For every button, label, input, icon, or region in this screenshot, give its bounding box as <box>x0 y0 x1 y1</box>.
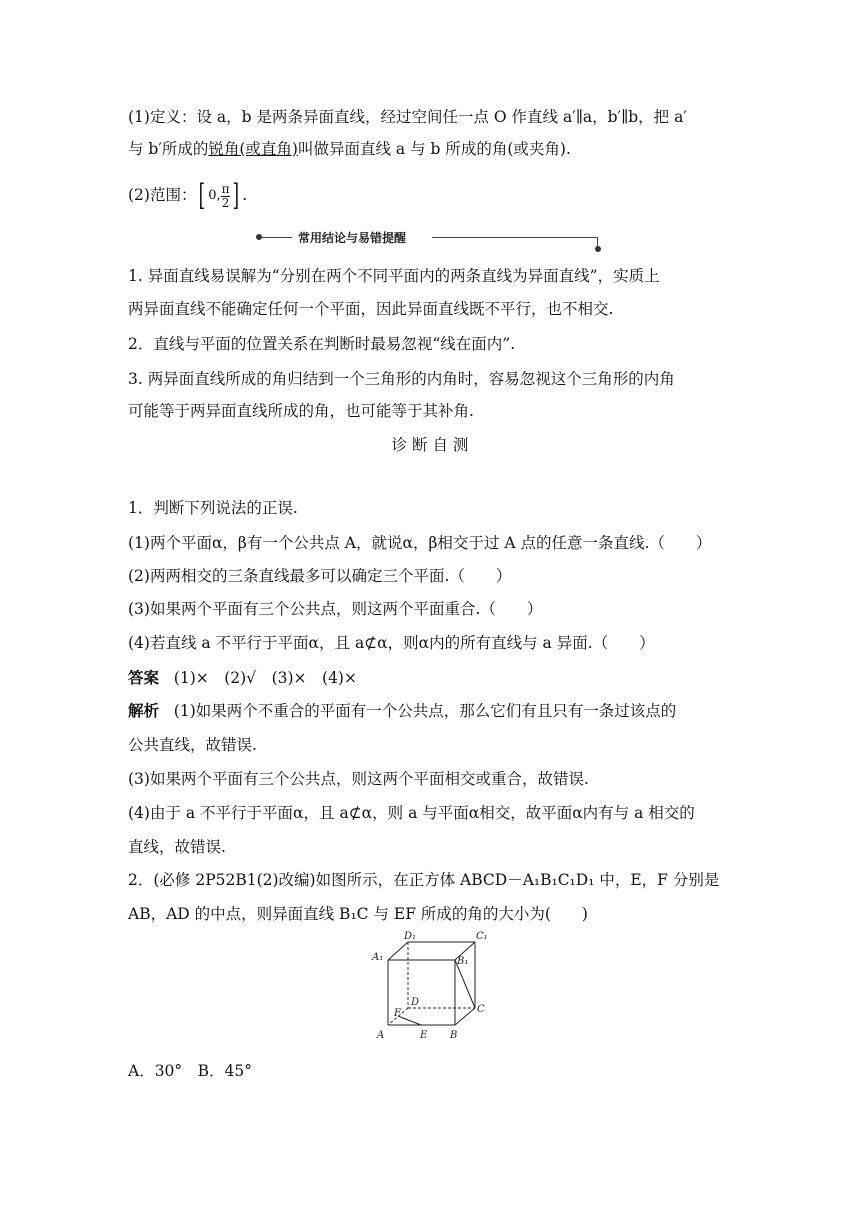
label-c1: C₁ <box>476 931 488 942</box>
q1-answer-line <box>128 667 357 689</box>
range-line <box>128 180 247 211</box>
analysis-text-1: (1)如果两个不重合的平面有一个公共点，那么它们有且只有一条过该点的 <box>173 702 677 720</box>
q1-analysis-line-5: 直线，故错误. <box>128 838 226 856</box>
q2-options: A．30° B．45° <box>128 1062 253 1080</box>
banner-dot-right <box>595 246 601 252</box>
definition-text: 与 b′所成的 <box>128 140 209 158</box>
q1-analysis-line-4: (4)由于 a 不平行于平面α，且 a⊄α，则 a 与平面α相交，故平面α内有与 a 相交的 <box>128 804 695 822</box>
label-d1: D₁ <box>404 931 417 942</box>
q2-line-1: 2．(必修 2P52B1(2)改编)如图所示，在正方体 ABCD－A₁B₁C₁D₁ 中，E，F 分别是 <box>128 871 720 889</box>
q1-item-4: (4)若直线 a 不平行于平面α，且 a⊄α，则α内的所有直线与 a 异面.（ ） <box>128 634 655 652</box>
label-b1: B₁ <box>457 956 469 967</box>
range-fraction-num: π <box>221 181 230 196</box>
q1-stem: 1．判断下列说法的正误. <box>128 499 298 517</box>
range-prefix: (2)范围： <box>128 186 197 204</box>
definition-underlined-term: 锐角(或直角) <box>208 140 298 158</box>
q1-item-3: (3)如果两个平面有三个公共点，则这两个平面重合.（ ） <box>128 600 543 618</box>
label-a: A <box>377 1030 385 1041</box>
q1-analysis-line-3: (3)如果两个平面有三个公共点，则这两个平面相交或重合，故错误. <box>128 770 589 788</box>
q1-analysis-line-2: 公共直线，故错误. <box>128 736 257 754</box>
segment-ef <box>398 1016 421 1025</box>
label-e: E <box>420 1030 428 1041</box>
cube-figure <box>368 930 498 1055</box>
edge-bc <box>455 1008 475 1025</box>
banner-line-left <box>262 237 292 238</box>
label-f: F <box>394 1008 401 1019</box>
section-title: 诊 断 自 测 <box>391 436 469 454</box>
label-d: D <box>411 997 420 1008</box>
segment-b1c <box>455 960 475 1008</box>
range-lower: 0, <box>208 188 221 203</box>
answer-label: 答案 <box>128 668 160 687</box>
q1-item-2: (2)两两相交的三条直线最多可以确定三个平面.（ ） <box>128 567 512 585</box>
range-fraction <box>221 183 231 210</box>
label-b: B <box>450 1030 458 1041</box>
note-3b: 可能等于两异面直线所成的角，也可能等于其补角. <box>128 402 474 420</box>
answer-text: (1)× (2)√ (3)× (4)× <box>173 669 357 687</box>
edge-a1d1 <box>388 942 408 960</box>
note-3a: 3. 两异面直线所成的角归结到一个三角形的内角时，容易忽视这个三角形的内角 <box>128 370 675 388</box>
definition-line-2 <box>128 138 571 160</box>
range-suffix: . <box>242 186 248 204</box>
analysis-label: 解析 <box>128 701 160 720</box>
note-1b: 两异面直线不能确定任何一个平面，因此异面直线既不平行，也不相交. <box>128 300 614 318</box>
banner-title: 常用结论与易错提醒 <box>298 231 407 245</box>
label-a1: A₁ <box>372 952 384 963</box>
right-bracket: ] <box>233 178 240 213</box>
definition-text-end: 叫做异面直线 a 与 b 所成的角(或夹角). <box>297 140 571 158</box>
label-c: C <box>477 1004 485 1015</box>
range-fraction-den: 2 <box>221 195 230 210</box>
note-1a: 1. 异面直线易误解为“分别在两个不同平面内的两条直线为异面直线”，实质上 <box>128 267 660 285</box>
q2-line-2: AB，AD 的中点，则异面直线 B₁C 与 EF 所成的角的大小为( ) <box>128 905 588 923</box>
q1-item-1: (1)两个平面α，β有一个公共点 A，就说α，β相交于过 A 点的任意一条直线.（ ） <box>128 534 712 552</box>
q1-analysis-line-1 <box>128 700 676 722</box>
banner-line-right <box>432 237 598 238</box>
note-2: 2．直线与平面的位置关系在判断时最易忽视“线在面内”. <box>128 335 516 353</box>
left-bracket: [ <box>199 178 206 213</box>
definition-line-1: (1)定义：设 a，b 是两条异面直线，经过空间任一点 O 作直线 a′∥a，b′∥b，把 a′ <box>128 108 687 126</box>
